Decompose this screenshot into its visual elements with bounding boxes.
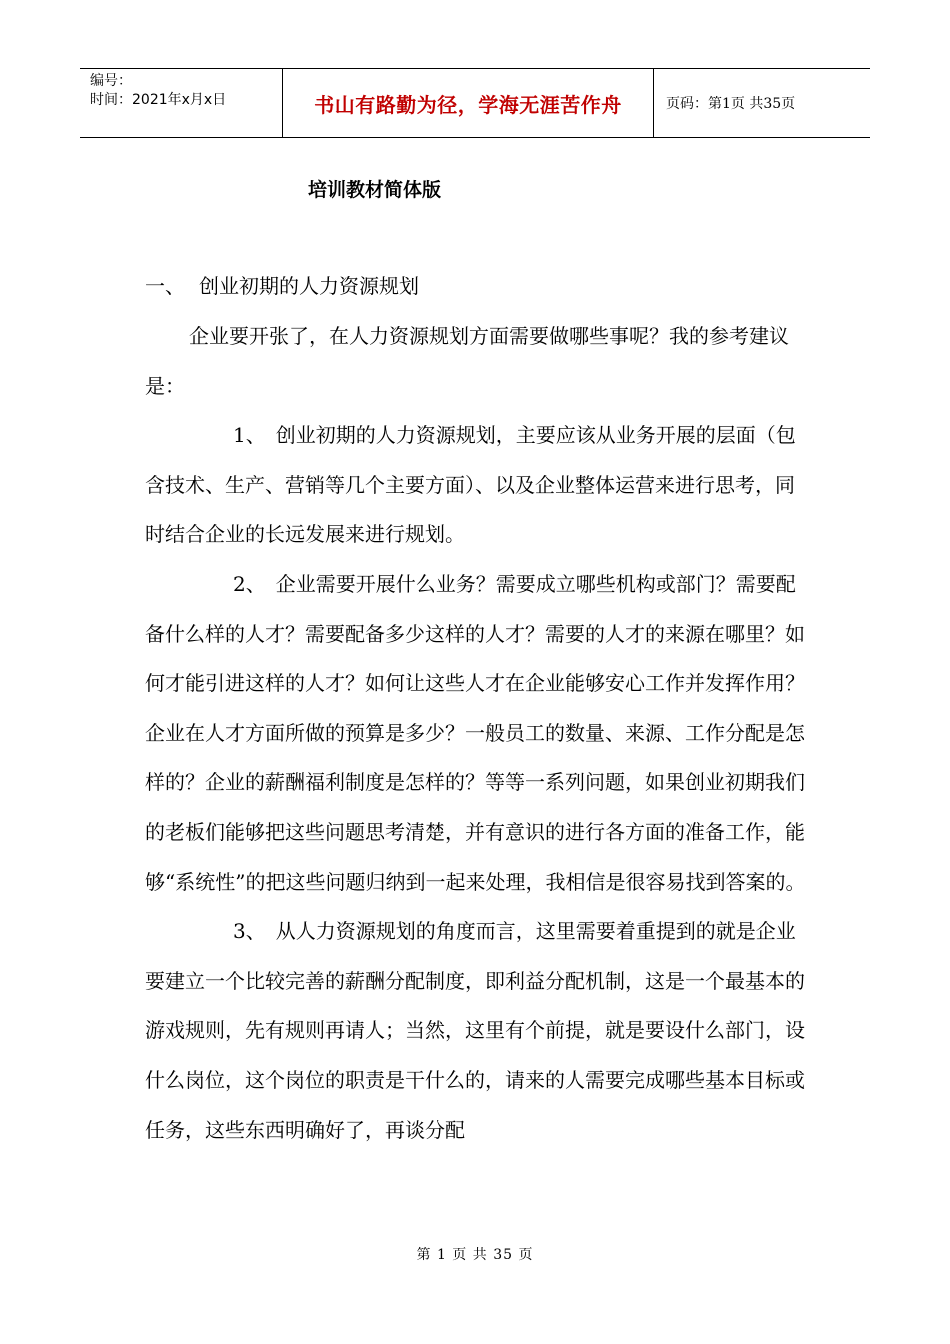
page-info: 页码：第1页 共35页	[666, 96, 796, 112]
section-number: 一、	[145, 274, 185, 298]
item-number: 2、	[233, 571, 266, 596]
item-text: 创业初期的人力资源规划，主要应该从业务开展的层面（包含技术、生产、营销等几个主要方面）、以及企业整体运营来进行思考，同时结合企业的长远发展来进行规划。	[145, 423, 796, 547]
header-table	[80, 68, 870, 138]
section-title: 创业初期的人力资源规划	[199, 274, 419, 298]
document-title: 培训教材简体版	[308, 179, 442, 201]
item-text: 企业需要开展什么业务？需要成立哪些机构或部门？需要配备什么样的人才？需要配备多少这样的人才？需要的人才的来源在哪里？如何才能引进这样的人才？如何让这些人才在企业能够安心工作并发挥作用？企业在人才方面所做的预算是多少？一般员工的数量、来源、工作分配是怎样的？企业的薪酬福利制度是怎样的？等等一系列问题，如果创业初期我们的老板们能够把这些问题思考清楚，并有意识的进行各方面的准备工作，能够“系统性”的把这些问题归纳到一起来处理，我相信是很容易找到答案的。	[145, 571, 806, 894]
number-label: 编号：	[90, 73, 132, 89]
motto: 书山有路勤为径，学海无涯苦作舟	[282, 69, 654, 137]
time-label: 时间：2021年x月x日	[90, 92, 227, 108]
intro-paragraph: 企业要开张了，在人力资源规划方面需要做哪些事呢？我的参考建议是：	[145, 324, 789, 398]
item-text: 从人力资源规划的角度而言，这里需要着重提到的就是企业要建立一个比较完善的薪酬分配制度，即利益分配机制，这是一个最基本的游戏规则，先有规则再请人；当然，这里有个前提，就是要设什么部门，设什么岗位，这个岗位的职责是干什么的，请来的人需要完成哪些基本目标或任务，这些东西明确好了，再谈分配	[145, 919, 805, 1142]
page-footer: 第 1 页 共 35 页	[416, 1247, 534, 1263]
section-heading	[145, 262, 419, 312]
header-meta	[80, 69, 282, 137]
document-body	[145, 312, 807, 1155]
item-number: 3、	[233, 919, 266, 944]
item-number: 1、	[233, 423, 266, 448]
list-item	[145, 411, 807, 560]
list-item	[145, 560, 807, 907]
list-item	[145, 907, 807, 1155]
